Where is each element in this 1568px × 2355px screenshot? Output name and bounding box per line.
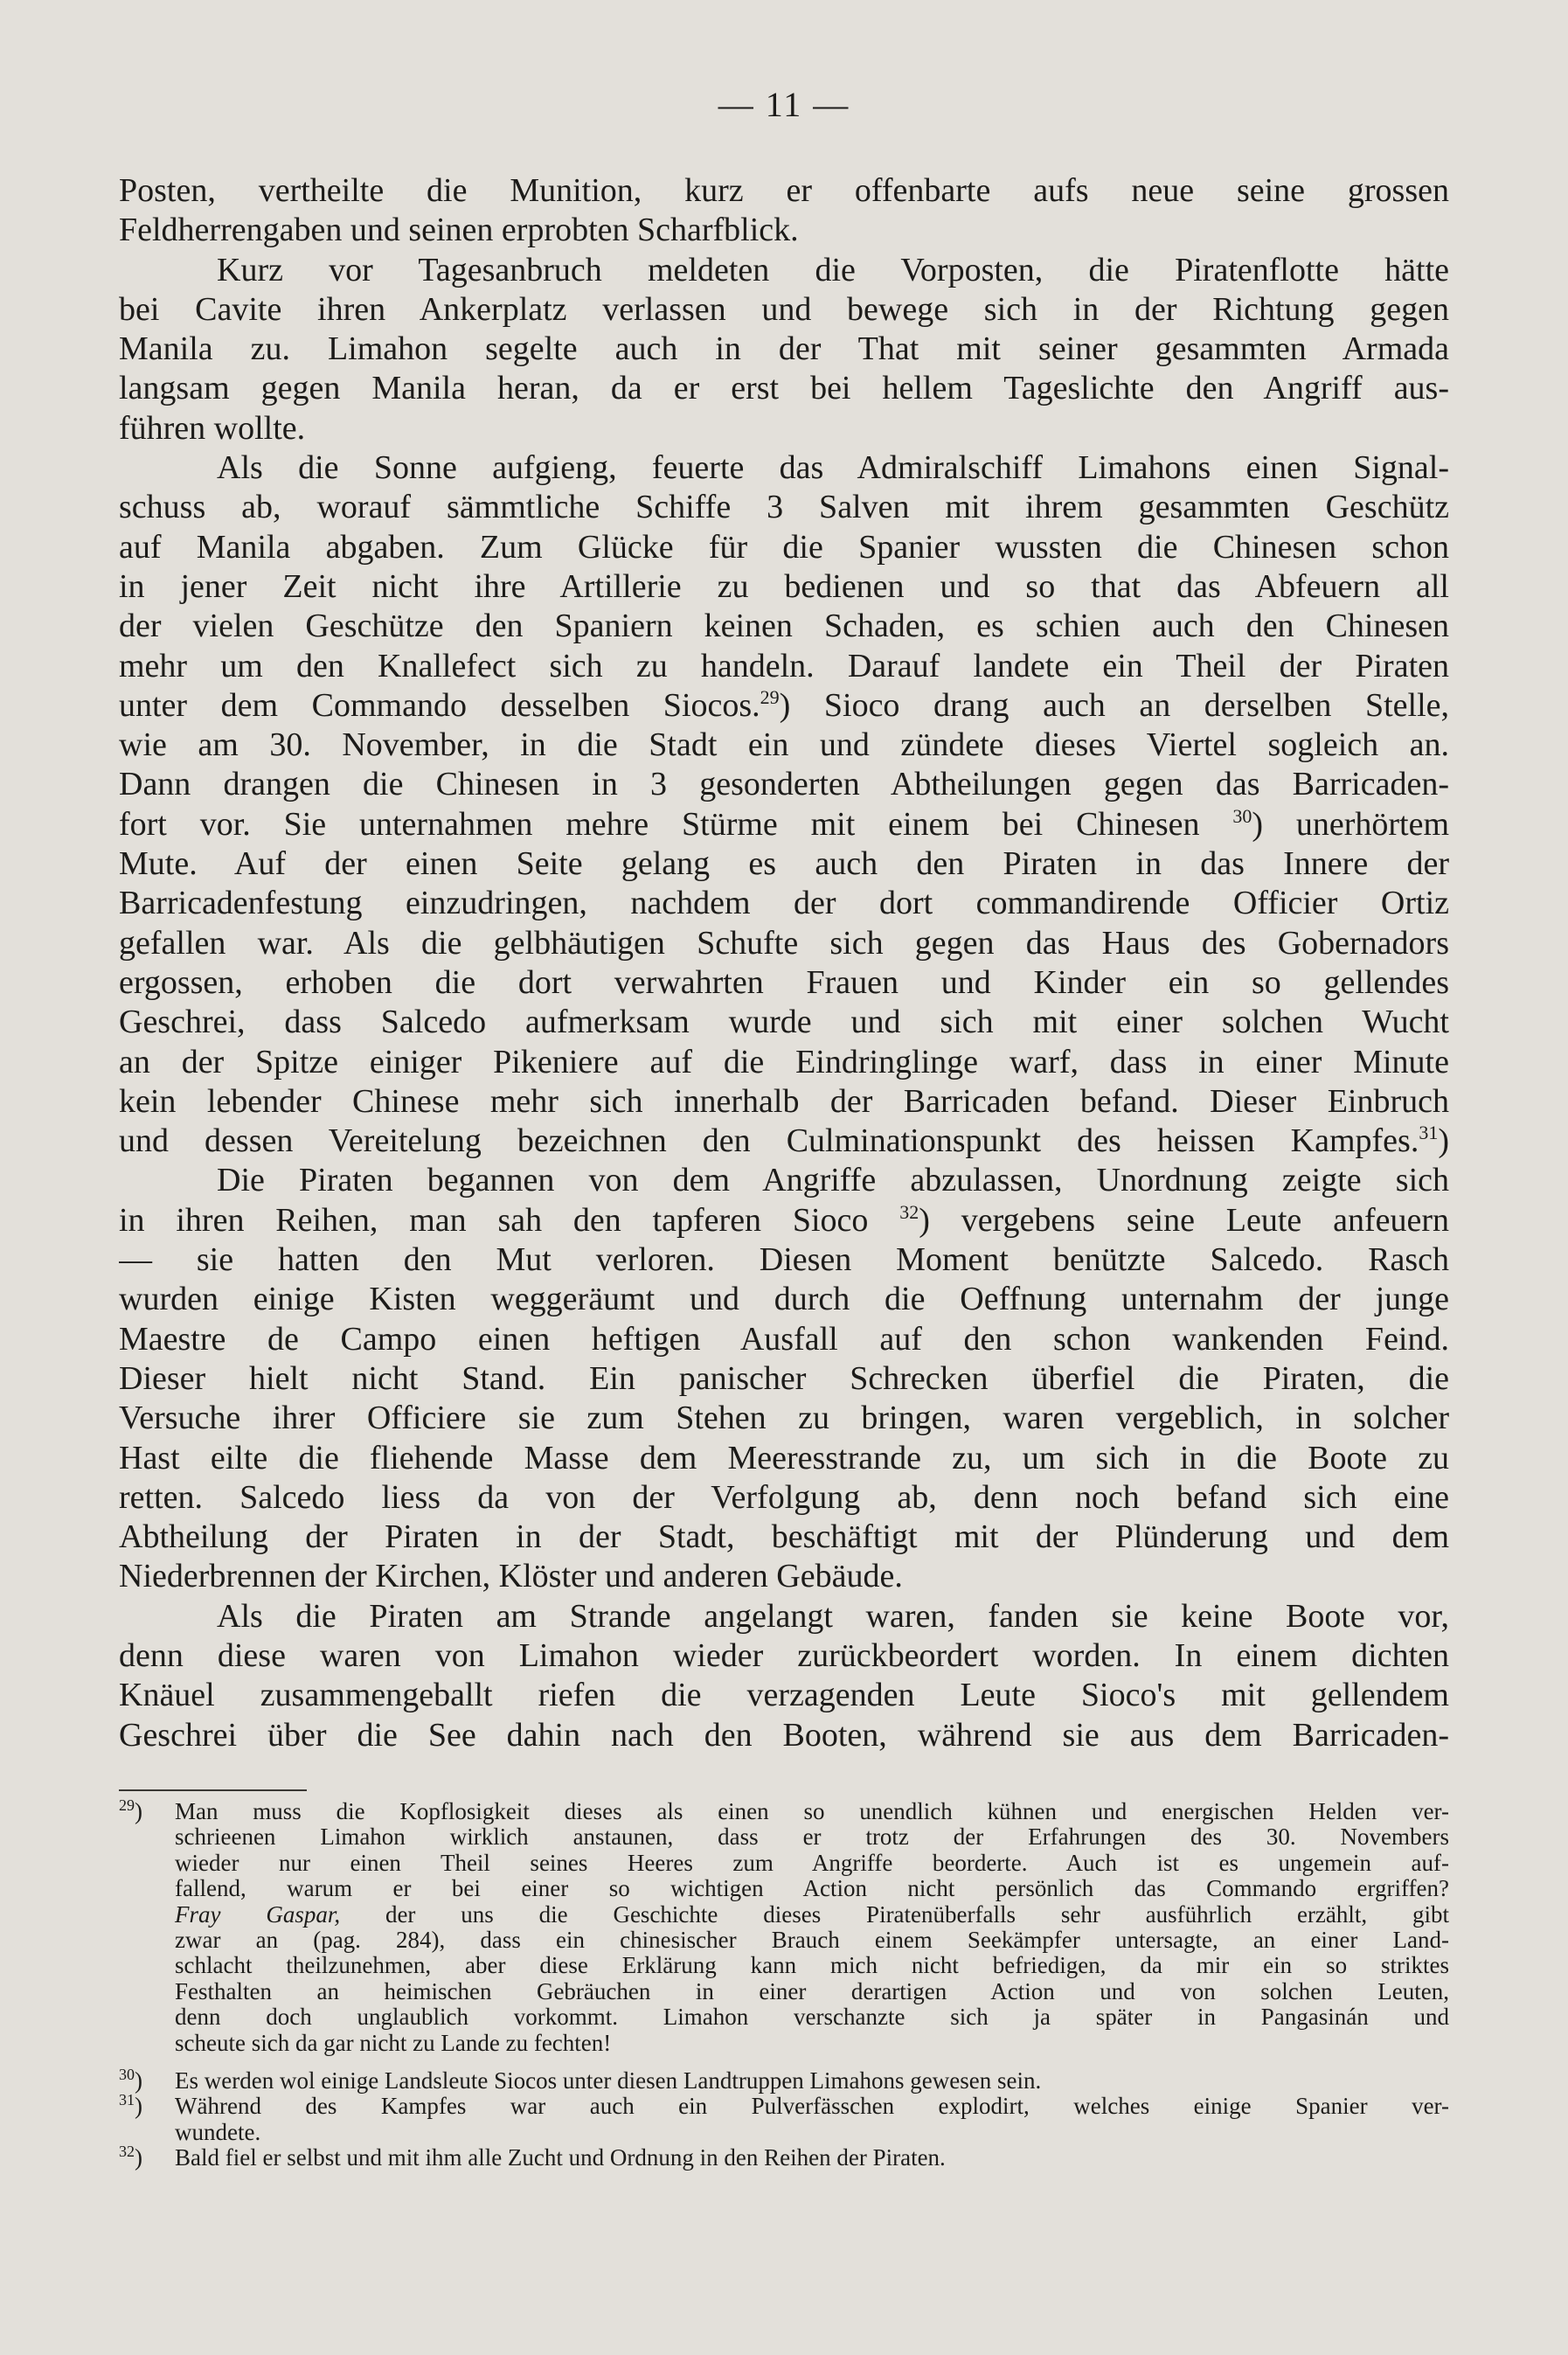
footnote-text: Festhalten an heimischen Gebräuchen in einer derartigen Action und von solchen Leuten,	[175, 1978, 1449, 2004]
text-line	[119, 1359, 1449, 1399]
footnote-text: schlacht theilzunehmen, aber diese Erklärung kann mich nicht befriedigen, da mir ein so striktes	[175, 1953, 1449, 1979]
text-line	[119, 963, 1449, 1003]
line-text: Feldherrengaben und seinen erprobten Scharfblick.	[119, 212, 799, 249]
footnote-number: 29	[119, 1799, 135, 1814]
footnote-line	[119, 1876, 1449, 1901]
text-line	[119, 1201, 1449, 1240]
text-line	[119, 1122, 1449, 1161]
line-text: Knäuel zusammengeballt riefen die verzagenden Leute Sioco's mit gellendem	[119, 1677, 1449, 1714]
line-text: schuss ab, worauf sämmtliche Schiffe 3 Salven mit ihrem gesammten Geschütz	[119, 489, 1449, 526]
line-text: Geschrei, dass Salcedo aufmerksam wurde und sich mit einer solchen Wucht	[119, 1004, 1449, 1041]
footnote-line	[119, 1979, 1449, 2004]
line-text: Barricadenfestung einzudringen, nachdem der dort commandirende Officier Ortiz	[119, 885, 1449, 922]
text-line	[119, 1557, 1449, 1596]
footnote-line	[119, 1953, 1449, 1978]
line-text: fort vor. Sie unternahmen mehre Stürme mit einem bei Chinesen	[119, 805, 1233, 843]
line-text: in jener Zeit nicht ihre Artillerie zu bedienen und so that das Abfeuern all	[119, 567, 1449, 605]
text-line	[119, 805, 1449, 844]
text-line	[119, 409, 1449, 448]
footnote-line	[119, 2120, 1449, 2145]
text-line	[119, 686, 1449, 726]
footnote-line	[119, 2145, 1449, 2171]
footnote-spacer	[119, 2056, 1449, 2068]
text-line	[119, 726, 1449, 765]
text-line	[119, 1676, 1449, 1715]
line-text: unter dem Commando desselben Siocos.	[119, 686, 760, 724]
footnote-line	[119, 1928, 1449, 1953]
footnote-line	[119, 2004, 1449, 2030]
text-line	[119, 251, 1449, 290]
line-text: Dieser hielt nicht Stand. Ein panischer Schrecken überfiel die Piraten, die	[119, 1359, 1449, 1397]
line-text-after-reference: ) Sioco drang auch an derselben Stelle,	[779, 686, 1449, 724]
text-line	[119, 448, 1449, 488]
text-line	[119, 607, 1449, 646]
footnote-number: 31	[119, 2094, 135, 2109]
footnote-text: denn doch unglaublich vorkommt. Limahon verschanzte sich ja später in Pangasinán und	[175, 2004, 1449, 2031]
line-text: wie am 30. November, in die Stadt ein und zündete dieses Viertel sogleich an.	[119, 726, 1449, 764]
text-line	[119, 211, 1449, 250]
text-line	[119, 1003, 1449, 1042]
text-line	[119, 1280, 1449, 1319]
footnote-text: schrieenen Limahon wirklich anstaunen, dass er trotz der Erfahrungen des 30. Novembers	[175, 1824, 1449, 1851]
italic-name: Fray Gaspar,	[175, 1901, 341, 1928]
footnote-text: Man muss die Kopflosigkeit dieses als einen so unendlich kühnen und energischen Helden ver-	[175, 1799, 1449, 1824]
line-text: Mute. Auf der einen Seite gelang es auch den Piraten in das Innere der	[119, 845, 1449, 883]
footnote-line	[119, 1824, 1449, 1850]
footnote-text: der uns die Geschichte dieses Piratenüberfalls sehr ausführlich erzählt, gibt	[340, 1901, 1449, 1928]
text-line	[119, 1240, 1449, 1280]
line-text: langsam gegen Manila heran, da er erst bei hellem Tageslichte den Angriff aus-	[119, 370, 1449, 407]
line-text: denn diese waren von Limahon wieder zurückbeordert worden. In einem dichten	[119, 1636, 1449, 1674]
footnote-line	[119, 2094, 1449, 2119]
footnote-number: 30	[119, 2067, 135, 2083]
text-line	[119, 1399, 1449, 1438]
text-line	[119, 1161, 1449, 1200]
text-line	[119, 567, 1449, 607]
line-text: auf Manila abgaben. Zum Glücke für die Spanier wussten die Chinesen schon	[119, 528, 1449, 566]
text-line	[119, 171, 1449, 211]
text-line	[119, 1716, 1449, 1755]
footnote-text: wundete.	[175, 2119, 261, 2145]
line-text: bei Cavite ihren Ankerplatz verlassen und bewege sich in der Richtung gegen	[119, 290, 1449, 328]
text-line	[119, 647, 1449, 686]
line-text: Niederbrennen der Kirchen, Klöster und anderen Gebäude.	[119, 1558, 903, 1595]
footnote-line	[119, 1902, 1449, 1928]
line-text: — sie hatten den Mut verloren. Diesen Moment benützte Salcedo. Rasch	[119, 1241, 1449, 1279]
line-text: führen wollte.	[119, 409, 306, 447]
line-text: Dann drangen die Chinesen in 3 gesonderten Abtheilungen gegen das Barricaden-	[119, 766, 1449, 803]
text-line	[119, 765, 1449, 804]
footnote-text: scheute sich da gar nicht zu Lande zu fechten!	[175, 2030, 612, 2056]
footnote-reference: 32	[899, 1200, 919, 1223]
footnote-line	[119, 1851, 1449, 1876]
footnote-text: Bald fiel er selbst und mit ihm alle Zucht und Ordnung in den Reihen der Piraten.	[175, 2145, 946, 2171]
footnote-reference: 30	[1232, 804, 1252, 827]
line-text: Geschrei über die See dahin nach den Booten, während sie aus dem Barricaden-	[119, 1716, 1449, 1754]
line-text: Kurz vor Tagesanbruch meldeten die Vorposten, die Piratenflotte hätte	[217, 251, 1449, 288]
footnote-divider	[119, 1789, 307, 1791]
footnote-29	[119, 1799, 1449, 2056]
line-text-after-reference: )	[1438, 1122, 1449, 1160]
footnote-marker: $^{30}$)	[119, 2068, 175, 2094]
line-text: wurden einige Kisten weggeräumt und durch die Oeffnung unternahm der junge	[119, 1281, 1449, 1318]
text-line	[119, 1518, 1449, 1557]
line-text: Hast eilte die fliehende Masse dem Meeresstrande zu, um sich in die Boote zu	[119, 1439, 1449, 1476]
footnote-32	[119, 2145, 1449, 2171]
text-line	[119, 330, 1449, 369]
text-line	[119, 1320, 1449, 1359]
footnote-marker: $^{32}$)	[119, 2145, 175, 2171]
text-line	[119, 290, 1449, 330]
text-line	[119, 844, 1449, 884]
text-line	[119, 1478, 1449, 1518]
line-text: Die Piraten begannen von dem Angriffe abzulassen, Unordnung zeigte sich	[217, 1162, 1449, 1199]
text-line	[119, 528, 1449, 567]
footnote-reference: 31	[1419, 1122, 1439, 1144]
text-line	[119, 1043, 1449, 1082]
line-text: ergossen, erhoben die dort verwahrten Frauen und Kinder ein so gellendes	[119, 963, 1449, 1001]
line-text: Als die Piraten am Strande angelangt waren, fanden sie keine Boote vor,	[217, 1597, 1449, 1635]
line-text: Posten, vertheilte die Munition, kurz er offenbarte aufs neue seine grossen	[119, 172, 1449, 209]
footnote-line	[119, 2031, 1449, 2056]
line-text: an der Spitze einiger Pikeniere auf die Eindringlinge warf, dass in einer Minute	[119, 1043, 1449, 1080]
line-text: gefallen war. Als die gelbhäutigen Schufte sich gegen das Haus des Gobernadors	[119, 924, 1449, 962]
text-line	[119, 1636, 1449, 1676]
text-line	[119, 488, 1449, 527]
line-text: mehr um den Knallefect sich zu handeln. Darauf landete ein Theil der Piraten	[119, 647, 1449, 684]
footnote-text: wieder nur einen Theil seines Heeres zum Angriffe beorderte. Auch ist es ungemein auf-	[175, 1850, 1449, 1876]
footnote-reference: 29	[760, 685, 780, 708]
line-text: und dessen Vereitelung bezeichnen den Culminationspunkt des heissen Kampfes.	[119, 1122, 1419, 1160]
main-text	[119, 171, 1449, 1755]
line-text: der vielen Geschütze den Spaniern keinen Schaden, es schien auch den Chinesen	[119, 608, 1449, 645]
text-line	[119, 924, 1449, 963]
text-line	[119, 1439, 1449, 1478]
line-text: Als die Sonne aufgieng, feuerte das Admiralschiff Limahons einen Signal-	[217, 449, 1449, 487]
footnote-text: Es werden wol einige Landsleute Siocos unter diesen Landtruppen Limahons gewesen sein.	[175, 2067, 1042, 2094]
footnote-text: fallend, warum er bei einer so wichtigen Action nicht persönlich das Commando ergriffen?	[175, 1876, 1449, 1902]
text-line	[119, 1082, 1449, 1122]
footnote-marker: $^{29}$)	[119, 1799, 175, 1824]
footnote-line	[119, 2068, 1449, 2094]
line-text: kein lebender Chinese mehr sich innerhalb der Barricaden befand. Dieser Einbruch	[119, 1082, 1449, 1120]
text-line	[119, 884, 1449, 923]
footnote-marker: $^{31}$)	[119, 2094, 175, 2119]
line-text: in ihren Reihen, man sah den tapferen Sioco	[119, 1201, 900, 1239]
text-line	[119, 369, 1449, 408]
line-text: Versuche ihrer Officiere sie zum Stehen zu bringen, waren vergeblich, in solcher	[119, 1400, 1449, 1437]
footnote-text: Während des Kampfes war auch ein Pulverfässchen explodirt, welches einige Spanier ver-	[175, 2094, 1449, 2120]
footnote-line	[119, 1799, 1449, 1824]
footnote-31	[119, 2094, 1449, 2145]
footnote-number: 32	[119, 2145, 135, 2161]
line-text: retten. Salcedo liess da von der Verfolgung ab, denn noch befand sich eine	[119, 1478, 1449, 1516]
page-number: — 11 —	[718, 85, 850, 124]
line-text: Manila zu. Limahon segelte auch in der That mit seiner gesammten Armada	[119, 330, 1449, 368]
line-text: Maestre de Campo einen heftigen Ausfall auf den schon wankenden Feind.	[119, 1320, 1449, 1358]
line-text-after-reference: ) vergebens seine Leute anfeuern	[919, 1201, 1449, 1239]
footnotes	[119, 1799, 1449, 2171]
line-text-after-reference: ) unerhörtem	[1252, 805, 1449, 843]
text-line	[119, 1597, 1449, 1636]
footnote-text: zwar an (pag. 284), dass ein chinesischer Brauch einem Seekämpfer untersagte, an einer Land-	[175, 1927, 1449, 1953]
line-text: Abtheilung der Piraten in der Stadt, beschäftigt mit der Plünderung und dem	[119, 1518, 1449, 1556]
footnote-30	[119, 2068, 1449, 2094]
